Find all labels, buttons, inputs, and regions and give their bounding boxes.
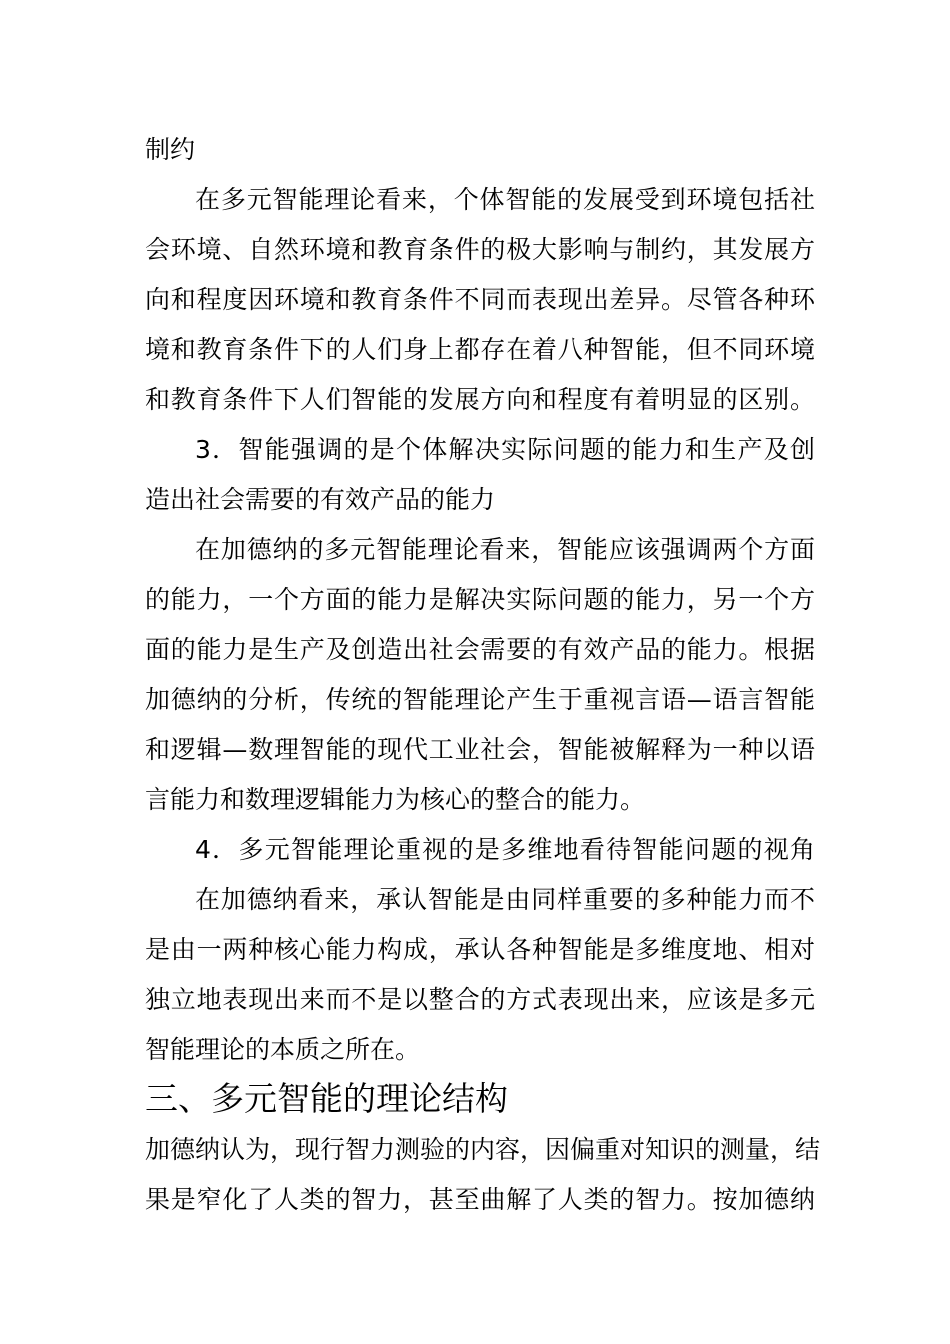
section-heading: 三、多元智能的理论结构 [145,1079,508,1118]
numbered-point-3-continuation: 造出社会需要的有效产品的能力 [145,485,496,514]
paragraph-line: 和逻辑—数理智能的现代工业社会，智能被解释为一种以语 [145,735,815,764]
paragraph-line: 是由一两种核心能力构成，承认各种智能是多维度地、相对 [145,935,815,964]
paragraph-line: 向和程度因环境和教育条件不同而表现出差异。尽管各种环 [145,285,815,314]
paragraph-line: 加德纳认为，现行智力测验的内容，因偏重对知识的测量，结 [145,1135,821,1164]
paragraph-line: 在加德纳的多元智能理论看来，智能应该强调两个方面 [195,535,815,564]
paragraph-line: 在加德纳看来，承认智能是由同样重要的多种能力而不 [195,885,815,914]
paragraph-line: 境和教育条件下的人们身上都存在着八种智能，但不同环境 [145,335,815,364]
paragraph-line: 智能理论的本质之所在。 [145,1035,421,1064]
paragraph-line: 在多元智能理论看来，个体智能的发展受到环境包括社 [195,185,815,214]
text-line-1: 制约 [145,135,196,164]
paragraph-line: 和教育条件下人们智能的发展方向和程度有着明显的区别。 [145,385,815,414]
paragraph-line: 的能力，一个方面的能力是解决实际问题的能力，另一个方 [145,585,815,614]
paragraph-line: 会环境、自然环境和教育条件的极大影响与制约，其发展方 [145,235,815,264]
paragraph-line: 独立地表现出来而不是以整合的方式表现出来，应该是多元 [145,985,815,1014]
paragraph-line: 果是窄化了人类的智力，甚至曲解了人类的智力。按加德纳 [145,1185,815,1214]
paragraph-line: 加德纳的分析，传统的智能理论产生于重视言语—语言智能 [145,685,815,714]
numbered-point-4: 4．多元智能理论重视的是多维地看待智能问题的视角 [195,835,815,864]
numbered-point-3: 3．智能强调的是个体解决实际问题的能力和生产及创 [195,435,815,464]
paragraph-line: 面的能力是生产及创造出社会需要的有效产品的能力。根据 [145,635,815,664]
paragraph-line: 言能力和数理逻辑能力为核心的整合的能力。 [145,785,646,814]
